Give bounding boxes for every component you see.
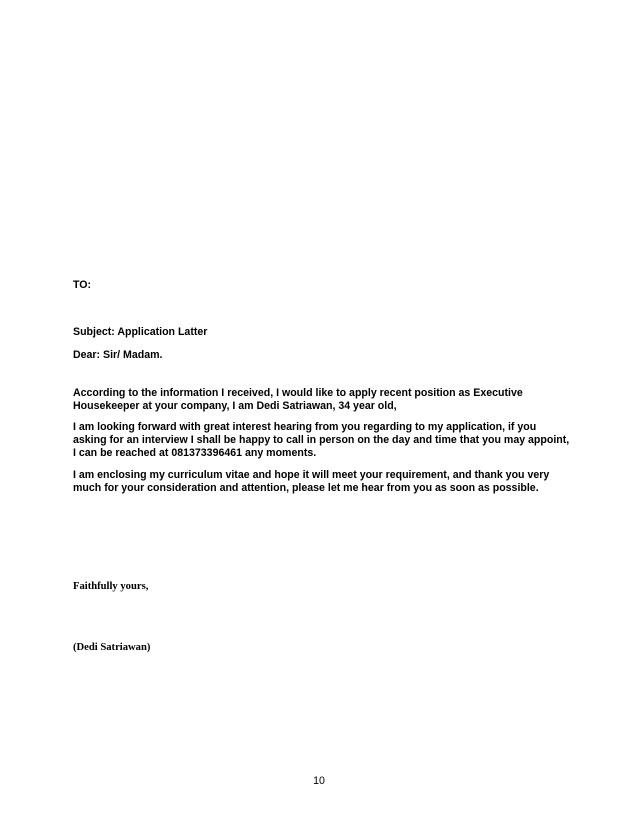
page-number: 10 <box>313 775 325 787</box>
paragraph-line: Housekeeper at your company, I am Dedi Satriawan, 34 year old, <box>73 400 397 412</box>
salutation: Dear: Sir/ Madam. <box>73 349 163 361</box>
closing: Faithfully yours, <box>73 581 149 592</box>
paragraph-line: much for your consideration and attention, please let me hear from you as soon as possible. <box>73 482 539 494</box>
paragraph-line: According to the information I received, I would like to apply recent position as Executive <box>73 387 523 399</box>
to-label: TO: <box>73 279 92 291</box>
paragraph-line: I am looking forward with great interest hearing from you regarding to my application, if you <box>73 421 537 433</box>
paragraph-line: I can be reached at 081373396461 any moments. <box>73 447 317 459</box>
subject-line: Subject: Application Latter <box>73 326 208 338</box>
paragraph-line: I am enclosing my curriculum vitae and hope it will meet your requirement, and thank you very <box>73 469 550 481</box>
paragraph-line: asking for an interview I shall be happy to call in person on the day and time that you may appoint, <box>73 434 570 446</box>
signature-name: (Dedi Satriawan) <box>73 642 151 653</box>
